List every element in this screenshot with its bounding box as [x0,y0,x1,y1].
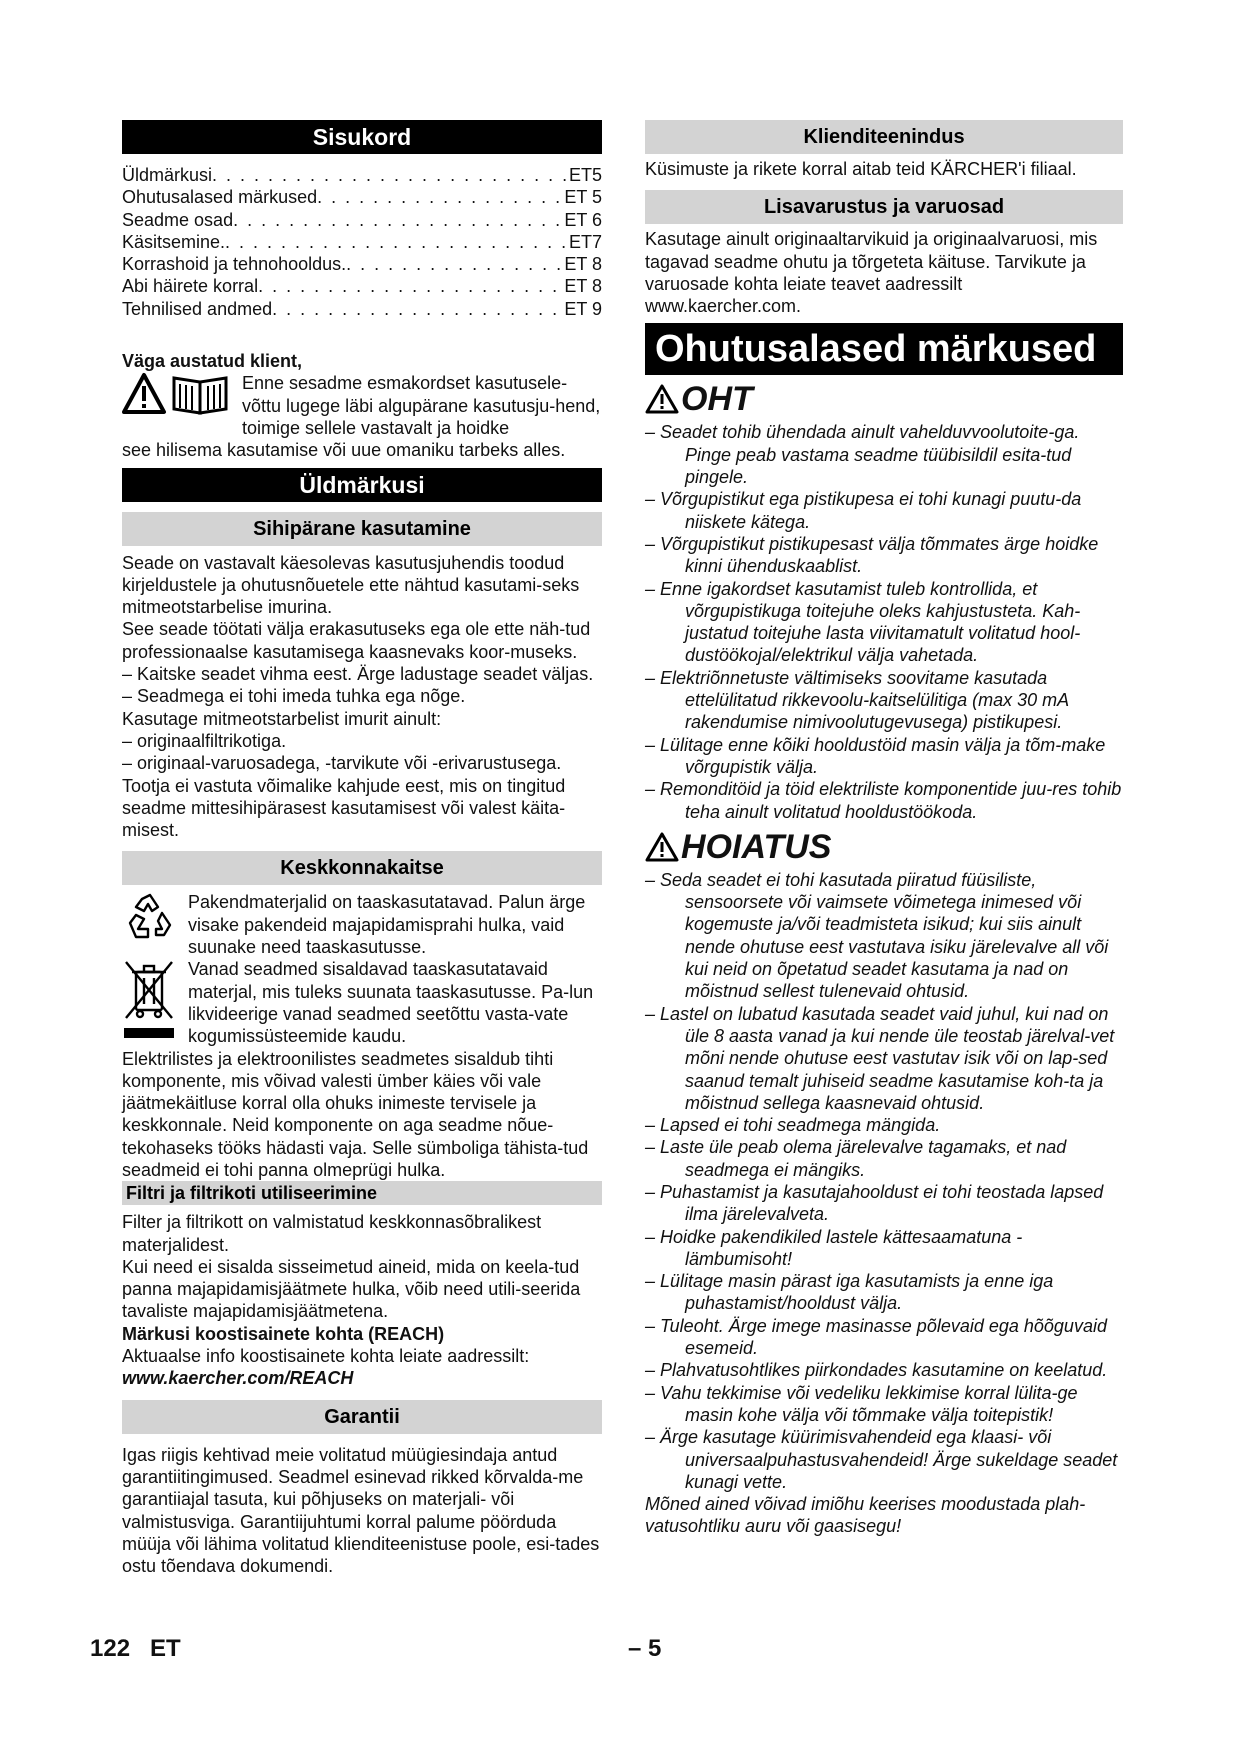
warning-heading [645,827,1123,867]
intended-use-d1: – Kaitske seadet vihma eest. Ärge ladustage seadet väljas. [122,664,594,685]
toc-leader [272,298,564,320]
toc-item-label: Seadme osad [122,209,234,230]
reach-text: Aktuaalse info koostisainete kohta leiate aadressilt: [122,1346,530,1367]
safety-title: Ohutusalased märkused [645,323,1123,375]
accessories-title: Lisavarustus ja varuosad [645,190,1123,224]
toc-item[interactable] [122,275,602,297]
greeting-text-full: see hilisema kasutamise või uue omaniku tarbeks alles. [122,440,566,461]
greeting-title: Väga austatud klient, [122,351,303,372]
toc-leader [225,231,569,253]
service-text: Küsimuste ja rikete korral aitab teid KÄRCHER'i filiaal. [645,159,1077,179]
warning-item: – Plahvatusohtlikes piirkondades kasutamine on keelatud. [645,1360,1108,1381]
toc-leader [212,164,569,186]
toc-item[interactable] [122,209,602,231]
warning-list [645,869,1123,1538]
general-title: Üldmärkusi [122,468,602,502]
left-column [122,120,602,1577]
service-title: Klienditeenindus [645,120,1123,154]
toc-item-page: ET 8 [564,254,602,275]
toc-item-label: Ohutusalased märkused [122,187,318,208]
environment-p1: Elektrilistes ja elektroonilistes seadmetes sisaldub tihti komponente, mis võivad valesti ümber käies või vale jäätmekäitluse korral olla ohuks inimeste tervisele ja keskkonnale. Neid komponente on aga seadme nõue-tekohaseks tööks hädasti vaja. Selle sümboliga tähista-tud seadmeid ei tohi panna olmeprügi hulka. [122,1048,589,1180]
weee-block [122,958,602,1047]
intended-use-title: Sihipärane kasutamine [122,512,602,546]
toc-item-page: ET 8 [564,276,602,297]
intended-use-p2: See seade töötati välja erakasutuseks ega ole ette näh-tud professionaalse kasutamisega kaasnevaks koor-museks. [122,619,591,662]
warranty-title: Garantii [122,1400,602,1434]
warning-item: – Lapsed ei tohi seadmega mängida. [645,1115,941,1136]
greeting-text-indent: Enne sesadme esmakordset kasutusele-võttu lugege läbi algupärane kasutusju-hend, toimige sellele vastavalt ja hoidke [242,373,601,438]
warning-label: HOIATUS [681,827,832,866]
toc-item-page: ET 6 [564,209,602,230]
toc-item[interactable] [122,253,602,275]
greeting-block [122,372,602,439]
accessories-text: Kasutage ainult originaaltarvikuid ja originaalvaruosi, mis tagavad seadme ohutu ja tõrgeteta käituse. Tarvikute ja varuosade kohta leiate teavet aadressilt www.kaercher.com. [645,229,1098,317]
danger-item: – Elektriõnnetuste vältimiseks soovitame kasutada ettelülitatud rikkevoolu-kaitselülitiga (max 30 mA rakendumise nimivoolutugevusega) pistikupesi. [645,667,1069,733]
recycle-block [122,891,602,958]
danger-item: – Seadet tohib ühendada ainult vahelduvvoolutoite-ga. Pinge peab vastama seadme tüübisildil esita-tud pingele. [645,422,1080,488]
intended-use-p4: – originaalfiltrikotiga. [122,730,287,751]
intended-use-p1: Seade on vastavalt käesolevas kasutusjuhendis toodud kirjeldustele ja ohutusnõuetele ette nähtud kasutami-seks mitmeotstarbelise imurina. [122,552,580,618]
weee-bin-icon [122,958,188,1047]
toc-item-page: ET 9 [564,298,602,319]
read-manual-icon [122,372,242,439]
intended-use-p5: – originaal-varuosadega, -tarvikute või -erivarustusega. [122,753,562,774]
recycle-text: Pakendmaterjalid on taaskasutatavad. Palun ärge visake pakendeid majapidamisprahi hulka, vaid suunake need taaskasutusse. [188,892,586,958]
warning-triangle-icon [645,831,679,863]
weee-text: Vanad seadmed sisaldavad taaskasutatavaid materjal, mis tuleks suunata taaskasutusse. Pa-lun likvideerige vanad seadmed seetõttu vasta-vate kogumissüsteemide kaudu. [188,959,594,1047]
filter-p1: Filter ja filtrikott on valmistatud keskkonnasõbralikest materjalidest. [122,1212,542,1255]
toc-item-label: Korrashoid ja tehnohooldus. [122,254,347,275]
warning-item: – Hoidke pakendikiled lastele kättesaamatuna - lämbumisoht! [645,1226,1023,1269]
page-number-left: 122 ET [90,1635,181,1662]
warning-item: – Vahu tekkimise või vedeliku lekkimise korral lülita-ge masin kohe välja või tõmmake välja toitepistik! [645,1382,1078,1425]
intended-use-p3: Kasutage mitmeotstarbelist imurit ainult: [122,708,442,729]
danger-item: – Võrgupistikut ega pistikupesa ei tohi kunagi puutu-da niiskete kätega. [645,489,1082,532]
toc-item-page: ET 5 [564,187,602,208]
filter-title: Filtri ja filtrikoti utiliseerimine [122,1181,602,1205]
intended-use-d2: – Seadmega ei tohi imeda tuhka ega nõge. [122,686,466,707]
environment-title: Keskkonnakaitse [122,851,602,885]
reach-url[interactable]: www.kaercher.com/REACH [122,1368,354,1389]
toc-item-page: ET5 [568,165,602,185]
warning-item: – Puhastamist ja kasutajahooldust ei tohi teostada lapsed ilma järelevalveta. [645,1181,1104,1225]
toc-leader [317,186,564,208]
danger-label: OHT [681,380,753,419]
toc-item-label: Abi häirete korral [122,276,259,297]
recycle-icon [122,891,188,958]
toc-list [122,164,602,320]
toc-item-label: Üldmärkusi [122,165,213,185]
warning-item: – Lülitage masin pärast iga kasutamists ja enne iga puhastamist/hooldust välja. [645,1271,1054,1314]
warning-triangle-icon [645,383,679,415]
toc-leader [233,209,564,231]
toc-item[interactable] [122,231,602,253]
filter-p2: Kui need ei sisalda sisseimetud aineid, mida on keela-tud panna majapidamisjäätmete hulka, võib need utili-seerida tavaliste majapidamisjäätmetena. [122,1256,581,1322]
toc-item-page: ET7 [568,231,602,252]
danger-heading [645,379,1123,419]
warning-item: – Lastel on lubatud kasutada seadet vaid juhul, kui nad on üle 8 aasta vanad ja kui nende üle teostab järelval-vet mõni nende ohutuse eest vastutav isik või on lap-sed saanud temalt juhiseid seadme kasutamise koh-ta ja mõistnud sellega kaasnevaid ohtusid. [645,1003,1115,1113]
right-column [645,120,1123,1538]
warning-item: – Laste üle peab olema järelevalve tagamaks, et nad seadmega ei mängiks. [645,1137,1067,1180]
warning-item: – Ärge kasutage küürimisvahendeid ega klaasi- või universaalpuhastusvahendeid! Ärge sukeldage seadet kunagi vette. [645,1427,1118,1492]
toc-leader [258,275,564,297]
page-number-center: – 5 [628,1635,662,1662]
warranty-p1: Igas riigis kehtivad meie volitatud müügiesindaja antud garantiitingimused. Seadmel esinevad rikked kõrvalda-me garantiiajal tasuta, kui põhjuseks on materjali- või valmistusviga. Garantiijuhtumi korral palume pöörduda müüja või lähima volitatud klienditeenistuse poole, esi-tades ostu tõendava dokumendi. [122,1444,600,1577]
warning-item: – Seda seadet ei tohi kasutada piiratud füüsiliste, sensoorsete või vaimsete võimetega inimesed või kogemuste ja/või teadmisteta isikud; kui siis ainult nende ohutuse eest vastutava isiku järelevalve all või kui neid on õpetatud seadet kasutama ja nad on mõistnud sellest tulenevaid ohtusid. [645,869,1109,1002]
reach-title: Märkusi koostisainete kohta (REACH) [122,1323,445,1344]
safety-closing: Mõned ained võivad imiõhu keerises moodustada plah-vatusohtliku auru või gaasisegu! [645,1494,1086,1537]
toc-item-label: Tehnilised andmed [122,298,273,319]
toc-leader [346,253,564,275]
toc-item[interactable] [122,164,602,186]
toc-item[interactable] [122,298,602,320]
toc-item-label: Käsitsemine. [122,231,226,252]
intended-use-p6: Tootja ei vastuta võimalike kahjude eest, mis on tingitud seadme mittesihipärasest kasutamisest või valest käita-misest. [122,775,566,841]
danger-item: – Remonditöid ja töid elektriliste komponentide juu-res tohib teha ainult volitatud hooldustöökoda. [645,779,1122,822]
danger-item: – Enne igakordset kasutamist tuleb kontrollida, et võrgupistikuga toitejuhe oleks kahjustusteta. Kah-justatud toitejuhe lasta viivitamatult volitatud hool-dustöökojal/elektrikul välja vahetada. [645,578,1081,666]
warning-item: – Tuleoht. Ärge imege masinasse põlevaid ega hõõguvaid esemeid. [645,1315,1107,1359]
danger-list [645,421,1123,822]
toc-item[interactable] [122,186,602,208]
danger-item: – Võrgupistikut pistikupesast välja tõmmates ärge hoidke kinni ühenduskaablist. [645,533,1099,577]
danger-item: – Lülitage enne kõiki hooldustöid masin välja ja tõm-make võrgupistik välja. [645,734,1106,777]
toc-title: Sisukord [122,120,602,154]
